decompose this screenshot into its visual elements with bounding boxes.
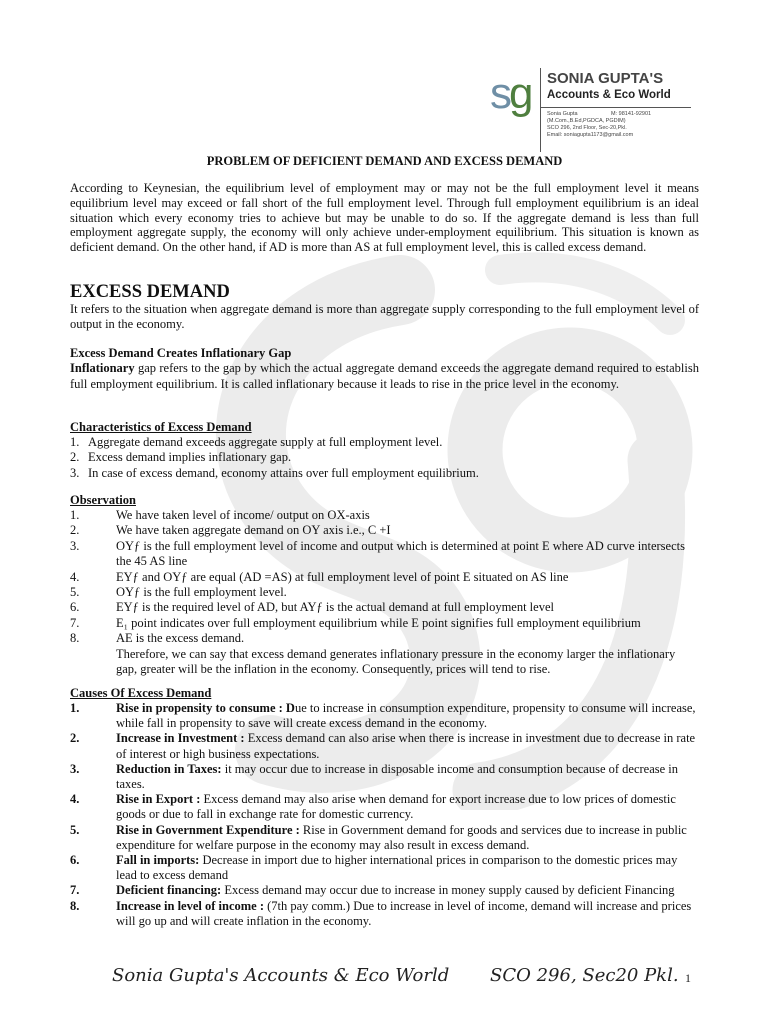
list-item: 2. We have taken aggregate demand on OY axis i.e., C +I <box>70 523 391 538</box>
list-item: 3. In case of excess demand, economy attains over full employment equilibrium. <box>70 465 479 480</box>
list-item: 5. Rise in Government Expenditure : Rise in Government demand for goods and services due to increase in public expenditure for welfare purpose in the economy may also result in excess demand. <box>70 822 687 852</box>
logo-divider <box>541 107 691 108</box>
list-item: 5. OYƒ is the full employment level. <box>70 585 287 600</box>
footer-brand: Sonia Gupta's Accounts & Eco World <box>112 965 450 986</box>
characteristics-heading: Characteristics of Excess Demand <box>70 420 252 434</box>
inflationary-gap-heading: Excess Demand Creates Inflationary Gap <box>70 346 292 360</box>
list-item: 4. EYƒ and OYƒ are equal (AD =AS) at full employment level of point E situated on AS line <box>70 569 569 584</box>
logo-mark <box>490 69 531 118</box>
list-item: 6. EYƒ is the required level of AD, but AYƒ is the actual demand at full employment level <box>70 600 554 615</box>
brand-logo <box>490 68 700 156</box>
inflationary-text: gap refers to the gap by which the actual aggregate demand exceeds the aggregate demand required to establish full employment equilibrium. It is called inflationary because it leads to rise in the price level in the economy. <box>70 361 699 391</box>
page-title: PROBLEM OF DEFICIENT DEMAND AND EXCESS DEMAND <box>206 154 563 168</box>
causes-heading: Causes Of Excess Demand <box>70 686 212 700</box>
logo-contact <box>547 111 693 139</box>
contact-email: Email: soniagupta1173@gmail.com <box>547 132 634 138</box>
list-item: 4. Rise in Export : Excess demand may also arise when demand for export increase due to low prices of domestic goods or due to fall in exchange rate for domestic currency. <box>70 792 676 822</box>
logo-subtitle: Accounts & Eco World <box>547 89 671 101</box>
list-item: 8. AE is the excess demand. <box>70 631 245 646</box>
inflationary-term: Inflationary <box>70 361 135 375</box>
list-item: 1. Rise in propensity to consume : Due to increase in consumption expenditure, propensity to consume will increase, while fall in propensity to save will create excess demand in the economy. <box>70 701 696 731</box>
excess-demand-definition: It refers to the situation when aggregate demand is more than aggregate supply corresponding to the full employment level of output in the economy. <box>70 302 699 331</box>
list-item <box>70 647 699 678</box>
excess-demand-heading: EXCESS DEMAND <box>70 282 230 302</box>
observation-heading: Observation <box>70 493 136 507</box>
list-item: 7. Deficient financing: Excess demand may occur due to increase in money supply caused by deficient Financing <box>70 883 675 898</box>
list-item: 1. We have taken level of income/ output on OX-axis <box>70 508 370 522</box>
list-item: 1. Aggregate demand exceeds aggregate supply at full employment level. <box>70 435 443 449</box>
observation-list <box>70 508 699 677</box>
list-item: 7. E₁ point indicates over full employment equilibrium while E point signifies full employment equilibrium <box>70 615 641 630</box>
causes-list <box>70 701 699 929</box>
footer-address: SCO 296, Sec20 Pkl. <box>490 965 679 986</box>
list-item: 6. Fall in imports: Decrease in import due to higher international prices in comparison to the domestic prices may lead to excess demand <box>70 853 678 883</box>
page-number: 1 <box>685 971 691 985</box>
characteristics-list <box>70 435 699 481</box>
contact-mobile: M: 98141-92901 <box>611 111 652 117</box>
list-item: 3. OYƒ is the full employment level of income and output which is determined at point E where AD curve intersects the 45 AS line <box>70 538 685 569</box>
contact-qualifications: (M.Com.,B.Ed,PGDCA, PGDIM) <box>547 118 626 124</box>
list-item: 3. Reduction in Taxes: it may occur due to increase in disposable income and consumption because of decrease in taxes. <box>70 761 679 792</box>
logo-mark-g: g <box>509 69 531 118</box>
logo-textbox <box>540 68 691 152</box>
list-item: 8. Increase in level of income : (7th pay comm.) Due to increase in level of income, demand will increase and prices will go up and will create inflation in the economy. <box>70 898 692 928</box>
list-item: 2. Excess demand implies inflationary gap. <box>70 450 292 465</box>
logo-name: SONIA GUPTA'S <box>547 70 664 87</box>
contact-address: SCO 296, 2nd Floor, Sec-20,Pkl. <box>547 125 627 131</box>
contact-name: Sonia Gupta <box>547 111 578 117</box>
intro-paragraph: According to Keynesian, the equilibrium level of employment may or may not be the full employment level it means equilibrium level may exceed or fall short of the full employment level. Through full employment equilibrium is an ideal situation which every economy tries to achieve but may be unable to do so. If the aggregate demand is less than full employment aggregate supply, the economy will only achieve under-employment equilibrium. This situation is known as deficient demand. On the other hand, if AD is more than AS at full employment level, this is called excess demand. <box>70 181 699 255</box>
list-item: 2. Increase in Investment : Excess demand can also arise when there is increase in investment due to decrease in rate of interest or high business expectations. <box>70 731 696 761</box>
observation-conclusion: Therefore, we can say that excess demand generates inflationary pressure in the economy larger the inflationary gap, greater will be the inflation in the economy. Consequently, prices will tend to rise. <box>116 646 676 677</box>
logo-mark-s: s <box>490 69 509 118</box>
inflationary-gap-paragraph <box>70 361 699 392</box>
